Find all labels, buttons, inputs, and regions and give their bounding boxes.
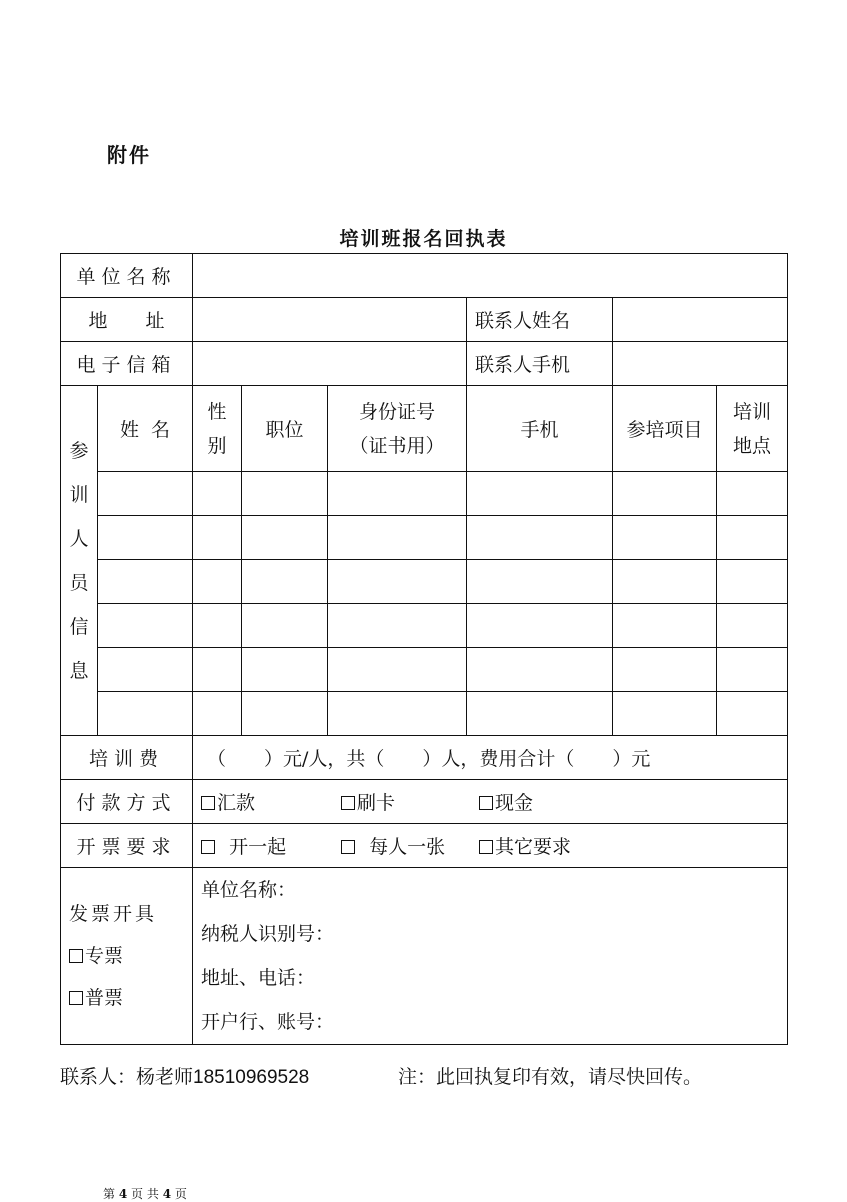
cell[interactable]: [98, 648, 193, 692]
cell[interactable]: [98, 692, 193, 736]
address-field[interactable]: [193, 298, 467, 342]
cell[interactable]: [467, 648, 613, 692]
participant-row: [61, 692, 788, 736]
address-label: 地 址: [61, 298, 193, 342]
cell[interactable]: [467, 560, 613, 604]
contact-name-field[interactable]: [613, 298, 788, 342]
invoice-type-normal[interactable]: 普票: [69, 977, 192, 1019]
cell[interactable]: [613, 516, 717, 560]
invoice-option-each[interactable]: 每人一张: [341, 832, 479, 859]
contact-line: [60, 1062, 309, 1089]
invoice-field-unit[interactable]: 单位名称：: [201, 879, 297, 901]
cell[interactable]: [193, 692, 242, 736]
invoice-fields: [193, 868, 788, 1045]
invoice-issue-cell: [61, 868, 193, 1045]
note-text: 注：此回执复印有效，请尽快回传。: [398, 1066, 703, 1088]
unit-name-field[interactable]: [193, 254, 788, 298]
participant-row: [61, 560, 788, 604]
invoice-field-bank[interactable]: 开户行、账号：: [201, 1011, 335, 1033]
cell[interactable]: [717, 560, 788, 604]
page-number: 4: [118, 1187, 128, 1201]
contact-phone-number: 18510969528: [193, 1067, 310, 1088]
cell[interactable]: [242, 560, 328, 604]
cell[interactable]: [467, 604, 613, 648]
cell[interactable]: [717, 692, 788, 736]
cell[interactable]: [328, 648, 467, 692]
participants-side-label: [61, 386, 98, 736]
checkbox-icon[interactable]: [201, 840, 215, 854]
checkbox-icon[interactable]: [479, 840, 493, 854]
cell[interactable]: [613, 604, 717, 648]
payment-option-cash[interactable]: 现金: [479, 788, 533, 815]
side-char: 息: [69, 659, 89, 682]
header-position: 职位: [242, 386, 328, 472]
cell[interactable]: [193, 472, 242, 516]
header-phone: 手机: [467, 386, 613, 472]
registration-form-table: [60, 253, 788, 1045]
page-footer: 第 4 页 共 4 页: [103, 1187, 187, 1201]
side-char: 信: [69, 615, 89, 638]
invoice-option-combined[interactable]: 开一起: [201, 832, 341, 859]
side-char: 人: [69, 527, 89, 550]
side-char: 员: [69, 571, 89, 594]
cell[interactable]: [613, 648, 717, 692]
cell[interactable]: [613, 472, 717, 516]
header-gender: 性 别: [193, 386, 242, 472]
invoice-issue-label: 发票开具: [69, 903, 158, 925]
cell[interactable]: [193, 648, 242, 692]
cell[interactable]: [613, 560, 717, 604]
cell[interactable]: [613, 692, 717, 736]
participant-row: [61, 516, 788, 560]
contact-phone-label: 联系人手机: [467, 342, 613, 386]
cell[interactable]: [328, 516, 467, 560]
participant-row: [61, 604, 788, 648]
checkbox-icon[interactable]: [69, 949, 83, 963]
header-name: 姓 名: [98, 386, 193, 472]
cell[interactable]: [242, 692, 328, 736]
header-location: 培训 地点: [717, 386, 788, 472]
cell[interactable]: [467, 516, 613, 560]
checkbox-icon[interactable]: [341, 840, 355, 854]
cell[interactable]: [717, 472, 788, 516]
cell[interactable]: [98, 516, 193, 560]
payment-option-transfer[interactable]: 汇款: [201, 788, 341, 815]
cell[interactable]: [717, 516, 788, 560]
payment-option-card[interactable]: 刷卡: [341, 788, 479, 815]
unit-name-label: 单位名称: [61, 254, 193, 298]
checkbox-icon[interactable]: [341, 796, 355, 810]
cell[interactable]: [328, 692, 467, 736]
cell[interactable]: [717, 648, 788, 692]
contact-phone-field[interactable]: [613, 342, 788, 386]
attachment-label: 附件: [107, 143, 151, 167]
cell[interactable]: [467, 692, 613, 736]
cell[interactable]: [328, 604, 467, 648]
header-project: 参培项目: [613, 386, 717, 472]
side-char: 训: [69, 483, 89, 506]
cell[interactable]: [242, 472, 328, 516]
page-total: 4: [162, 1187, 172, 1201]
email-label: 电子信箱: [61, 342, 193, 386]
cell[interactable]: [242, 516, 328, 560]
payment-options: [193, 780, 788, 824]
checkbox-icon[interactable]: [201, 796, 215, 810]
cell[interactable]: [717, 604, 788, 648]
cell[interactable]: [328, 560, 467, 604]
checkbox-icon[interactable]: [479, 796, 493, 810]
invoice-req-label: 开票要求: [61, 824, 193, 868]
cell[interactable]: [98, 604, 193, 648]
payment-label: 付款方式: [61, 780, 193, 824]
invoice-option-other[interactable]: 其它要求: [479, 832, 571, 859]
cell[interactable]: [328, 472, 467, 516]
contact-name-label: 联系人姓名: [467, 298, 613, 342]
cell[interactable]: [193, 516, 242, 560]
cell[interactable]: [242, 648, 328, 692]
checkbox-icon[interactable]: [69, 991, 83, 1005]
invoice-field-taxid[interactable]: 纳税人识别号：: [201, 923, 335, 945]
side-char: 参: [69, 439, 89, 462]
cell[interactable]: [193, 604, 242, 648]
header-id-number: 身份证号 （证书用）: [328, 386, 467, 472]
cell[interactable]: [98, 560, 193, 604]
invoice-req-options: [193, 824, 788, 868]
participant-row: [61, 472, 788, 516]
cell[interactable]: [467, 472, 613, 516]
fee-label: 培训费: [61, 736, 193, 780]
invoice-field-address[interactable]: 地址、电话：: [201, 967, 316, 989]
participant-row: [61, 648, 788, 692]
contact-person: 联系人：杨老师: [60, 1066, 194, 1088]
fee-text[interactable]: （ ）元/人，共（ ）人，费用合计（ ）元: [193, 736, 788, 780]
cell[interactable]: [242, 604, 328, 648]
cell[interactable]: [98, 472, 193, 516]
email-field[interactable]: [193, 342, 467, 386]
cell[interactable]: [193, 560, 242, 604]
invoice-type-special[interactable]: 专票: [69, 935, 192, 977]
form-title: 培训班报名回执表: [339, 228, 508, 250]
